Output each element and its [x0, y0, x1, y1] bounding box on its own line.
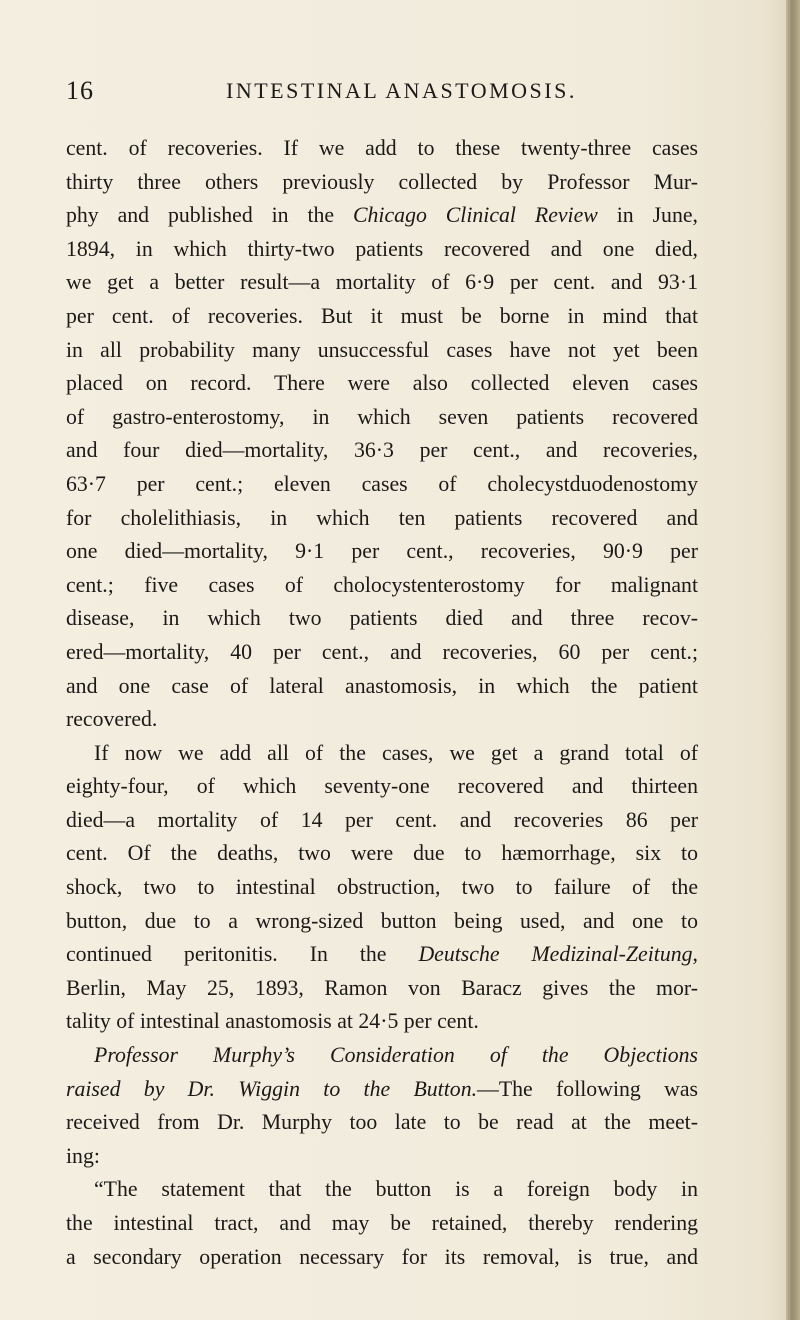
text-line: cent. Of the deaths, two were due to hæmorrhage, six to [66, 841, 698, 866]
text-line: for cholelithiasis, in which ten patients recovered and [66, 505, 698, 530]
section-heading: raised by Dr. Wiggin to the Button. [66, 1076, 478, 1101]
text-line: 1894, in which thirty-two patients recovered and one died, [66, 236, 698, 261]
text-line: shock, two to intestinal obstruction, two to failure of the [66, 875, 698, 900]
text-line: and one case of lateral anastomosis, in which the patient [66, 673, 698, 698]
running-head: INTESTINAL ANASTOMOSIS. [226, 78, 577, 103]
text-line: we get a better result—a mortality of 6·9 per cent. and 93·1 [66, 270, 698, 295]
text-line: recovered. [66, 707, 158, 732]
text-line: button, due to a wrong-sized button being used, and one to [66, 908, 698, 933]
text-line: If now we add all of the cases, we get a grand total of [94, 740, 698, 765]
section-heading-line [66, 1039, 698, 1073]
text-line: per cent. of recoveries. But it must be borne in mind that [66, 303, 698, 328]
text-line: eighty-four, of which seventy-one recovered and thirteen [66, 774, 698, 799]
text-line: of gastro-enterostomy, in which seven patients recovered [66, 404, 698, 429]
text-line: tality of intestinal anastomosis at 24·5 per cent. [66, 1009, 479, 1034]
text-line: ing: [66, 1143, 100, 1168]
journal-title: Chicago Clinical Review [353, 203, 598, 228]
body-text [66, 132, 698, 1274]
text-line: raised by Dr. Wiggin to the Button.—The following was [66, 1076, 698, 1101]
text-line: and four died—mortality, 36·3 per cent., and recoveries, [66, 438, 698, 463]
text-line: disease, in which two patients died and three recov- [66, 606, 698, 631]
page-number: 16 [66, 76, 94, 105]
text-line: cent.; five cases of cholocystenterostomy for malignant [66, 572, 698, 597]
text-line: cent. of recoveries. If we add to these twenty-three cases [66, 136, 698, 160]
page-header [66, 76, 726, 110]
text-line: died—a mortality of 14 per cent. and recoveries 86 per [66, 807, 698, 832]
text-line: one died—mortality, 9·1 per cent., recoveries, 90·9 per [66, 539, 698, 564]
page-edge-shadow [786, 0, 800, 1320]
text-line: a secondary operation necessary for its removal, is true, and [66, 1244, 698, 1269]
journal-title: Deutsche Medizinal-Zeitung [418, 942, 693, 967]
text-line: “The statement that the button is a foreign body in [94, 1177, 698, 1202]
section-heading: Professor Murphy’s Consideration of the Objections [94, 1043, 698, 1068]
text-line: the intestinal tract, and may be retained, thereby rendering [66, 1211, 698, 1235]
text-line: 63·7 per cent.; eleven cases of cholecystduodenostomy [66, 471, 698, 496]
text-line: in all probability many unsuccessful cases have not yet been [66, 337, 698, 362]
text-line: continued peritonitis. In the Deutsche Medizinal-Zeitung, [66, 942, 698, 967]
text-line: ered—mortality, 40 per cent., and recoveries, 60 per cent.; [66, 639, 698, 664]
text-line: phy and published in the Chicago Clinical Review in June, [66, 203, 698, 228]
text-line: placed on record. There were also collected eleven cases [66, 371, 698, 396]
text-line: Berlin, May 25, 1893, Ramon von Baracz gives the mor- [66, 975, 698, 1000]
text-line: received from Dr. Murphy too late to be read at the meet- [66, 1110, 698, 1135]
text-line: thirty three others previously collected by Professor Mur- [66, 169, 698, 194]
